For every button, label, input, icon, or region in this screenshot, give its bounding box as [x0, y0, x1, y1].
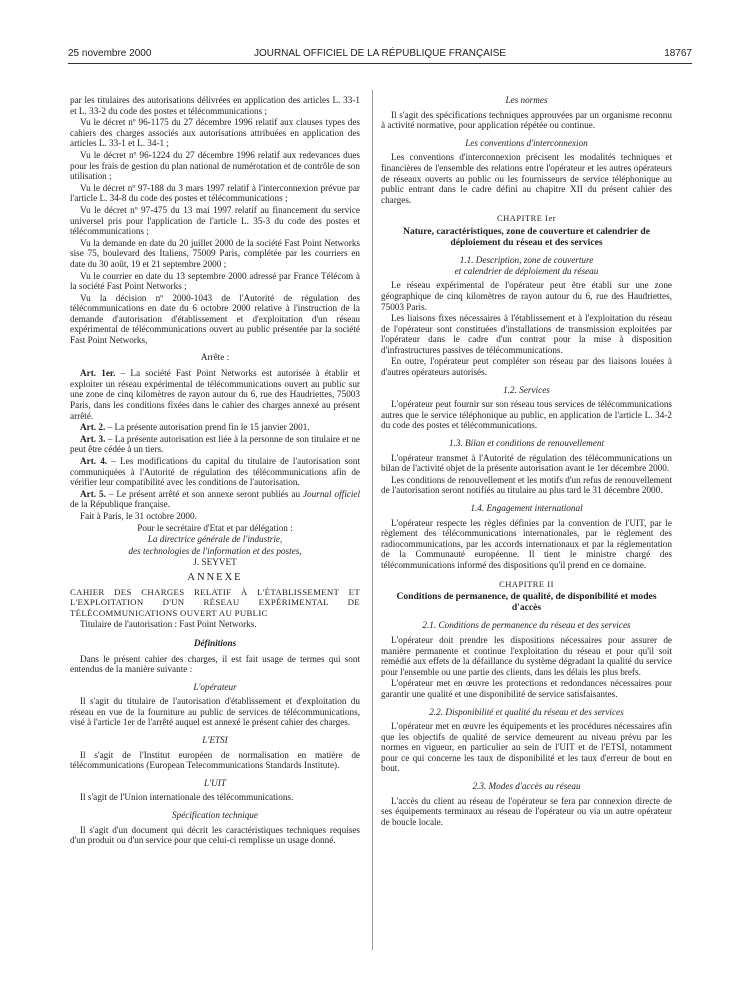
paragraph: Vu le décret nº 96-1175 du 27 décembre 1996 relatif aux clauses types des cahiers des charges associés aux autorisations attribuées en application des articles L. 33-1 et L. 34-1 ; [70, 117, 360, 149]
section-heading: L'UIT [204, 777, 226, 788]
journal-officiel: Journal officiel [302, 488, 361, 499]
article-3 [70, 434, 360, 455]
definitions-heading: Définitions [193, 637, 237, 648]
section-heading: 1.2. Services [503, 384, 550, 395]
paragraph: Dans le présent cahier des charges, il est fait usage de termes qui sont entendus de la manière suivante : [70, 653, 360, 675]
article-label: Art. 1er. [80, 368, 116, 379]
cahier-title: CAHIER DES CHARGES RELATIF À L'ÉTABLISSEMENT ET L'EXPLOITATION D'UN RÉSEAU EXPÉRIMENTAL DE TÉLÉCOMMUNICATIONS OUVERT AU PUBLIC [70, 586, 360, 618]
fait-a-paris: Fait à Paris, le 31 octobre 2000. [80, 510, 197, 521]
paragraph: Il s'agit du titulaire de l'autorisation d'établissement et d'exploitation du réseau en vue de la fourniture au public de services de télécommunications, visé à l'article 1er de l'arrêté auquel est annexé le présent cahier des charges. [70, 696, 360, 728]
header-rule [68, 63, 692, 64]
paragraph: Vu le décret nº 96-1224 du 27 décembre 1996 relatif aux redevances dues pour les frais de gestion du plan national de numérotation et de contrôle de son utilisation ; [70, 149, 360, 182]
signature-line: Pour le secrétaire d'Etat et par délégation : [137, 522, 293, 533]
section-heading: Spécification technique [172, 810, 258, 821]
paragraph: Il s'agit de l'Institut européen de normalisation en matière de télécommunications (European Telecommunications Standards Institute). [70, 749, 360, 771]
article-label: Art. 2. [80, 422, 106, 433]
page-header [68, 48, 692, 62]
left-column [70, 95, 360, 847]
section-heading: 1.1. Description, zone de couverture [459, 255, 594, 266]
section-heading: 1.4. Engagement international [470, 503, 583, 513]
section-heading: Les conventions d'interconnexion [465, 137, 588, 148]
paragraph: par les titulaires des autorisations délivrées en application des articles L. 33-1 et L. 33-2 du code des postes et télécommunications ; [70, 95, 360, 116]
chapter-label: CHAPITRE II [499, 578, 554, 589]
section-heading: 1.3. Bilan et conditions de renouvellement [448, 438, 605, 449]
paragraph: Vu la demande en date du 20 juillet 2000 de la société Fast Point Networks sise 75, boulevard des Italiens, 75009 Paris, complétée par les courriers en date du 30 août, 19 et 21 septembre 2000 ; [70, 237, 360, 269]
arrete-heading: Arrête : [200, 351, 230, 362]
article-text: – Les modifications du capital du titulaire de l'autorisation sont communiquées à l'Autorité de régulation des télécommunications afin de vérifier leur compatibilité avec les conditions de l'autorisation. [70, 456, 360, 488]
article-text: – La présente autorisation prend fin le 15 janvier 2001. [105, 422, 310, 433]
section-heading: Les normes [505, 95, 548, 105]
paragraph: En outre, l'opérateur peut compléter son réseau par des liaisons louées à d'autres opérateurs autorisés. [381, 356, 672, 378]
paragraph: L'accès du client au réseau de l'opérateur se fera par connexion directe de ses équipements terminaux au réseau de l'opérateur ou via un autre opérateur de boucle locale. [381, 795, 672, 827]
paragraph: L'opérateur transmet à l'Autorité de régulation des télécommunications un bilan de l'activité objet de la présente autorisation avant le 1er décembre 2000. [381, 452, 672, 474]
article-text: – Le présent arrêté et son annexe seront publiés au [105, 488, 303, 499]
signature-line: La directrice générale de l'industrie, [147, 534, 283, 545]
paragraph: L'opérateur peut fournir sur son réseau tous services de télécommunications autres que le service téléphonique au public, en application de l'article L. 34-2 du code des postes et télécommunications. [381, 399, 672, 431]
paragraph: Il s'agit des spécifications techniques approuvées par un organisme reconnu à activité normative, pour application répétée ou continue. [381, 109, 672, 131]
section-heading: 2.1. Conditions de permanence du réseau et des services [422, 620, 631, 631]
article-1 [70, 368, 360, 421]
chapter-title: Conditions de permanence, de qualité, de disponibilité et modes d'accès [396, 591, 657, 613]
section-heading: 2.3. Modes d'accès au réseau [472, 781, 581, 792]
section-heading: L'opérateur [193, 681, 237, 692]
article-2 [70, 422, 360, 433]
paragraph: Le réseau expérimental de l'opérateur peut être établi sur une zone géographique de cinq kilomètres de rayon autour du 6, rue des Haudriettes, 75003 Paris. [381, 280, 672, 312]
paragraph: L'opérateur respecte les règles définies par la convention de l'UIT, par le règlement des télécommunications internationales, par le règlement des radiocommunications, par les accords internationaux et par la réglementation de la Communauté européenne. Il tient le ministre chargé des télécommunications informé des dispositions qu'il prend en ce domaine. [381, 517, 672, 570]
section-heading: et calendrier de déploiement du réseau [454, 265, 599, 276]
paragraph: Les conventions d'interconnexion précisent les modalités techniques et financières de l'ensemble des relations entre l'opérateur et les autres opérateurs de réseaux ouverts au public ou les fournisseurs de service téléphonique au public entrant dans le cadre défini au chapitre XII du présent cahier des charges. [381, 152, 672, 205]
article-label: Art. 5. [80, 488, 106, 499]
paragraph: Il s'agit de l'Union internationale des télécommunications. [80, 792, 294, 803]
header-date: 25 novembre 2000 [68, 48, 152, 59]
paragraph: Vu la décision nº 2000-1043 de l'Autorité de régulation des télécommunications en date du 6 octobre 2000 relative à l'instruction de la demande d'autorisation d'établissement et d'exploitation d'un réseau expérimental de télécommunications ouvert au public présentée par la société Fast Point Networks, [70, 292, 360, 346]
paragraph: Vu le courrier en date du 13 septembre 2000 adressé par France Télécom à la société Fast Point Networks ; [70, 270, 360, 292]
article-text: de la République française. [70, 499, 170, 510]
chapter-label: CHAPITRE Ier [496, 213, 557, 224]
signature-line: des technologies de l'information et des postes, [128, 545, 302, 556]
annexe-heading: ANNEXE [187, 571, 243, 583]
paragraph: L'opérateur met en œuvre les équipements et les procédures nécessaires afin que les objectifs de qualité de service demeurent au niveau prévu par les normes en vigueur, en particulier au sein de l'UIT et de l'ETSI, notamment pour ce qui concerne les taux de disponibilité et les taux d'erreur de bout en bout. [381, 721, 672, 774]
signatory-name: J. SEYVET [193, 557, 237, 568]
section-heading: 2.2. Disponibilité et qualité du réseau et des services [429, 706, 624, 717]
paragraph: Les conditions de renouvellement et les motifs d'un refus de renouvellement de l'autorisation seront notifiés au titulaire au plus tard le 31 décembre 2000. [381, 474, 672, 496]
paragraph: Vu le décret nº 97-475 du 13 mai 1997 relatif au financement du service universel pris pour l'application de l'article L. 35-3 du code des postes et télécommunications ; [70, 204, 360, 237]
paragraph: L'opérateur met en œuvre les protections et redondances nécessaires pour garantir une qualité et une disponibilité de service satisfaisantes. [381, 678, 672, 699]
paragraph: L'opérateur doit prendre les dispositions nécessaires pour assurer de manière permanente et continue l'exploitation du réseau et pour qu'il soit remédié aux effets de la défaillance du système dégradant la qualité du service pour l'ensemble ou une partie des clients, dans les délais les plus brefs. [381, 634, 672, 677]
article-text: – La présente autorisation est liée à la personne de son titulaire et ne peut être cédée à un tiers. [70, 433, 360, 455]
article-label: Art. 4. [80, 456, 108, 466]
article-label: Art. 3. [80, 433, 106, 444]
header-title: JOURNAL OFFICIEL DE LA RÉPUBLIQUE FRANÇAISE [253, 48, 507, 59]
article-4 [70, 456, 360, 488]
section-heading: L'ETSI [202, 735, 228, 746]
article-text: – La société Fast Point Networks est autorisée à établir et exploiter un réseau expérimental de télécommunications ouvert au public sur une zone de cinq kilomètres de rayon autour du 6, rue des Haudriettes, 75003 Paris, dans les conditions fixées dans le cahier des charges annexé au présent arrêté. [70, 368, 360, 421]
paragraph: Les liaisons fixes nécessaires à l'établissement et à l'exploitation du réseau de l'opérateur sont constituées d'installations de transmission exploitées par l'opérateur dans le cadre d'un contrat pour la mise à disposition d'infrastructures passives de télécommunications. [381, 313, 672, 355]
titulaire-line: Titulaire de l'autorisation : Fast Point Networks. [80, 619, 257, 630]
article-5 [70, 489, 360, 510]
column-divider [372, 90, 373, 950]
paragraph: Vu le décret nº 97-188 du 3 mars 1997 relatif à l'interconnexion prévue par l'article L. 34-8 du code des postes et télécommunications ; [70, 182, 360, 204]
right-column [381, 95, 672, 828]
header-page-number: 18767 [664, 48, 692, 59]
chapter-title: Nature, caractéristiques, zone de couverture et calendrier de déploiement du réseau et des services [403, 225, 650, 248]
paragraph: Il s'agit d'un document qui décrit les caractéristiques techniques requises d'un produit ou d'un service pour que celui-ci remplisse un usage donné. [70, 824, 360, 846]
